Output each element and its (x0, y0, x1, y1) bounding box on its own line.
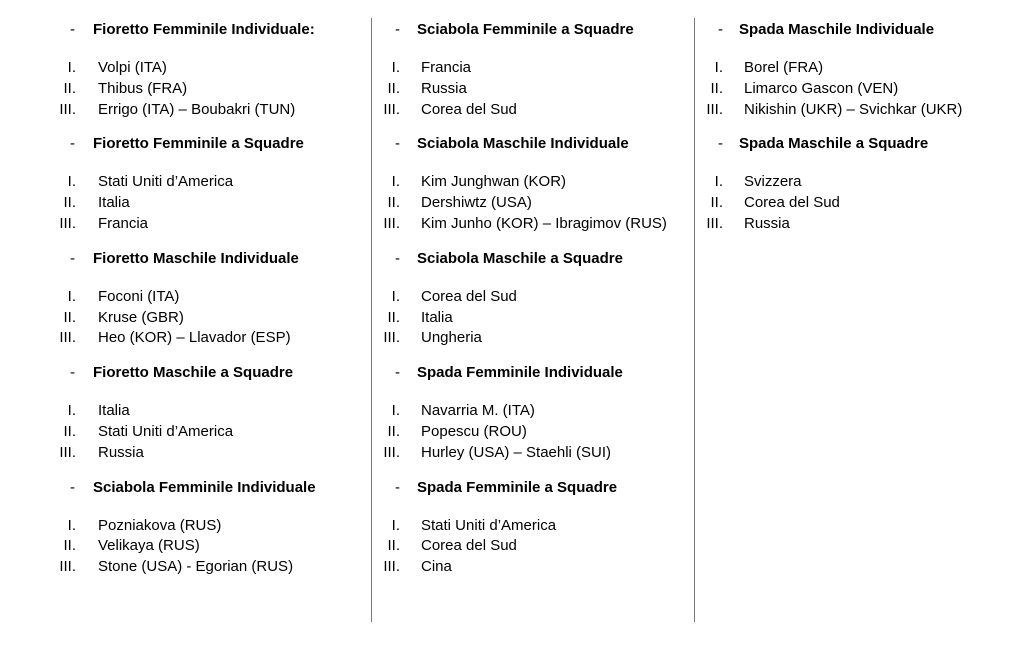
medalist-name: Kim Junho (KOR) – Ibragimov (RUS) (421, 214, 667, 232)
heading-dash: - (70, 21, 75, 38)
podium-item (0, 214, 371, 235)
podium-list (372, 172, 694, 234)
podium-list (0, 58, 371, 120)
event-heading (695, 18, 1024, 42)
rank-number: III. (59, 443, 76, 461)
heading-dash: - (70, 135, 75, 153)
event-heading (372, 247, 694, 271)
medalist-name: Navarria M. (ITA) (421, 402, 535, 420)
rank-number: III. (383, 100, 400, 118)
event-section (372, 476, 694, 578)
podium-item (0, 516, 371, 537)
event-title: Sciabola Femminile a Squadre (417, 21, 634, 38)
event-title: Spada Maschile a Squadre (739, 135, 929, 153)
podium-list (0, 172, 371, 234)
event-title: Fioretto Femminile a Squadre (93, 135, 304, 153)
rank-number: II. (387, 194, 400, 212)
event-title: Spada Femminile a Squadre (417, 478, 618, 496)
podium-item (695, 58, 1024, 79)
event-heading (372, 18, 694, 42)
medalist-name: Limarco Gascon (VEN) (744, 79, 899, 97)
medalist-name: Errigo (ITA) – Boubakri (TUN) (98, 100, 296, 118)
rank-number: II. (63, 308, 76, 326)
podium-item (695, 193, 1024, 214)
rank-number: II. (387, 537, 400, 555)
rank-number: I. (714, 173, 723, 191)
podium-item (372, 557, 694, 578)
rank-number: III. (383, 443, 400, 461)
rank-number: I. (67, 287, 76, 305)
podium-item (0, 193, 371, 214)
event-heading (695, 132, 1024, 156)
podium-item (0, 100, 371, 121)
medalist-name: Corea del Sud (421, 537, 517, 555)
event-section (372, 18, 694, 120)
event-heading (0, 18, 371, 42)
podium-item (372, 172, 694, 193)
medalist-name: Italia (98, 402, 130, 420)
podium-item (372, 536, 694, 557)
event-section (372, 361, 694, 463)
event-heading (0, 247, 371, 271)
heading-dash: - (395, 21, 400, 38)
event-section (695, 132, 1024, 234)
medalist-name: Russia (744, 214, 790, 232)
rank-number: III. (383, 214, 400, 232)
event-heading (372, 361, 694, 385)
heading-dash: - (718, 135, 723, 153)
rank-number: II. (63, 194, 76, 212)
event-title: Fioretto Maschile a Squadre (93, 364, 294, 382)
rank-number: II. (63, 537, 76, 555)
event-title: Spada Femminile Individuale (417, 364, 623, 382)
podium-item (372, 516, 694, 537)
event-heading (0, 361, 371, 385)
medalist-name: Heo (KOR) – Llavador (ESP) (98, 329, 291, 347)
podium-item (372, 287, 694, 308)
rank-number: I. (67, 173, 76, 191)
medalist-name: Hurley (USA) – Staehli (SUI) (421, 443, 612, 461)
podium-item (372, 401, 694, 422)
event-heading (372, 476, 694, 500)
rank-number: I. (391, 59, 400, 76)
heading-dash: - (395, 135, 400, 153)
podium-list (0, 516, 371, 578)
medalist-name: Ungheria (421, 329, 482, 347)
event-section (0, 361, 371, 463)
podium-list (372, 401, 694, 463)
medalist-name: Pozniakova (RUS) (98, 516, 222, 534)
rank-number: II. (387, 422, 400, 440)
heading-dash: - (718, 21, 723, 38)
event-section (0, 132, 371, 234)
rank-number: II. (63, 79, 76, 97)
rank-number: III. (383, 558, 400, 576)
medalist-name: Stati Uniti d’America (421, 516, 557, 534)
results-column-2 (371, 18, 694, 622)
podium-list (0, 401, 371, 463)
rank-number: I. (67, 402, 76, 420)
event-heading (372, 132, 694, 156)
rank-number: I. (391, 516, 400, 534)
podium-list (372, 58, 694, 120)
heading-dash: - (395, 364, 400, 382)
rank-number: III. (706, 100, 723, 118)
medalist-name: Italia (421, 308, 453, 326)
rank-number: II. (387, 308, 400, 326)
medalist-name: Volpi (ITA) (98, 59, 167, 76)
rank-number: III. (59, 100, 76, 118)
podium-item (372, 443, 694, 464)
medalist-name: Francia (98, 214, 149, 232)
event-heading (0, 476, 371, 500)
rank-number: I. (391, 287, 400, 305)
podium-item (0, 422, 371, 443)
event-heading (0, 132, 371, 156)
event-title: Fioretto Femminile Individuale: (93, 21, 315, 38)
event-section (695, 18, 1024, 120)
podium-item (0, 536, 371, 557)
medalist-name: Corea del Sud (421, 100, 517, 118)
event-title: Sciabola Maschile Individuale (417, 135, 629, 153)
podium-item (0, 58, 371, 79)
rank-number: I. (67, 516, 76, 534)
heading-dash: - (70, 364, 75, 382)
medalist-name: Thibus (FRA) (98, 79, 188, 97)
rank-number: I. (67, 59, 76, 76)
medalist-name: Kim Junghwan (KOR) (421, 173, 567, 191)
heading-dash: - (395, 478, 400, 496)
podium-item (0, 401, 371, 422)
medalist-name: Dershiwtz (USA) (421, 194, 532, 212)
rank-number: II. (710, 194, 723, 212)
medalist-name: Corea del Sud (744, 194, 840, 212)
medalist-name: Russia (421, 79, 467, 97)
event-section (372, 132, 694, 234)
podium-item (372, 79, 694, 100)
podium-item (372, 328, 694, 349)
rank-number: II. (63, 422, 76, 440)
podium-item (695, 214, 1024, 235)
medalist-name: Cina (421, 558, 452, 576)
podium-item (0, 308, 371, 329)
event-section (0, 18, 371, 120)
event-section (0, 476, 371, 578)
results-column-3 (694, 18, 1024, 622)
rank-number: I. (391, 402, 400, 420)
podium-item (372, 193, 694, 214)
podium-item (695, 100, 1024, 121)
medalist-name: Stati Uniti d’America (98, 173, 234, 191)
podium-item (372, 58, 694, 79)
podium-list (372, 287, 694, 349)
rank-number: III. (706, 214, 723, 232)
medalist-name: Borel (FRA) (744, 59, 824, 76)
podium-item (372, 422, 694, 443)
rank-number: I. (391, 173, 400, 191)
podium-list (0, 287, 371, 349)
podium-item (372, 308, 694, 329)
podium-item (695, 79, 1024, 100)
medalist-name: Stati Uniti d’America (98, 422, 234, 440)
event-section (0, 247, 371, 349)
rank-number: III. (383, 329, 400, 347)
medalist-name: Foconi (ITA) (98, 287, 180, 305)
medalist-name: Kruse (GBR) (98, 308, 184, 326)
medalist-name: Russia (98, 443, 144, 461)
results-column-1 (0, 18, 371, 622)
heading-dash: - (70, 478, 75, 496)
event-title: Sciabola Femminile Individuale (93, 478, 316, 496)
podium-list (695, 172, 1024, 234)
podium-list (695, 58, 1024, 120)
event-title: Sciabola Maschile a Squadre (417, 249, 623, 267)
podium-item (372, 100, 694, 121)
medalist-name: Stone (USA) - Egorian (RUS) (98, 558, 294, 576)
podium-list (372, 516, 694, 578)
rank-number: III. (59, 329, 76, 347)
podium-item (0, 443, 371, 464)
event-title: Fioretto Maschile Individuale (93, 249, 299, 267)
podium-item (0, 557, 371, 578)
medalist-name: Italia (98, 194, 130, 212)
heading-dash: - (70, 249, 75, 267)
medalist-name: Corea del Sud (421, 287, 517, 305)
podium-item (0, 172, 371, 193)
heading-dash: - (395, 249, 400, 267)
medalist-name: Svizzera (744, 173, 802, 191)
rank-number: I. (714, 59, 723, 76)
medalist-name: Popescu (ROU) (421, 422, 527, 440)
medalist-name: Nikishin (UKR) – Svichkar (UKR) (744, 100, 963, 118)
rank-number: II. (710, 79, 723, 97)
medalist-name: Velikaya (RUS) (98, 537, 200, 555)
medalist-name: Francia (421, 59, 472, 76)
podium-item (695, 172, 1024, 193)
event-section (372, 247, 694, 349)
podium-item (0, 79, 371, 100)
rank-number: III. (59, 214, 76, 232)
rank-number: II. (387, 79, 400, 97)
rank-number: III. (59, 558, 76, 576)
podium-item (0, 328, 371, 349)
podium-item (372, 214, 694, 235)
podium-item (0, 287, 371, 308)
event-title: Spada Maschile Individuale (739, 21, 935, 38)
